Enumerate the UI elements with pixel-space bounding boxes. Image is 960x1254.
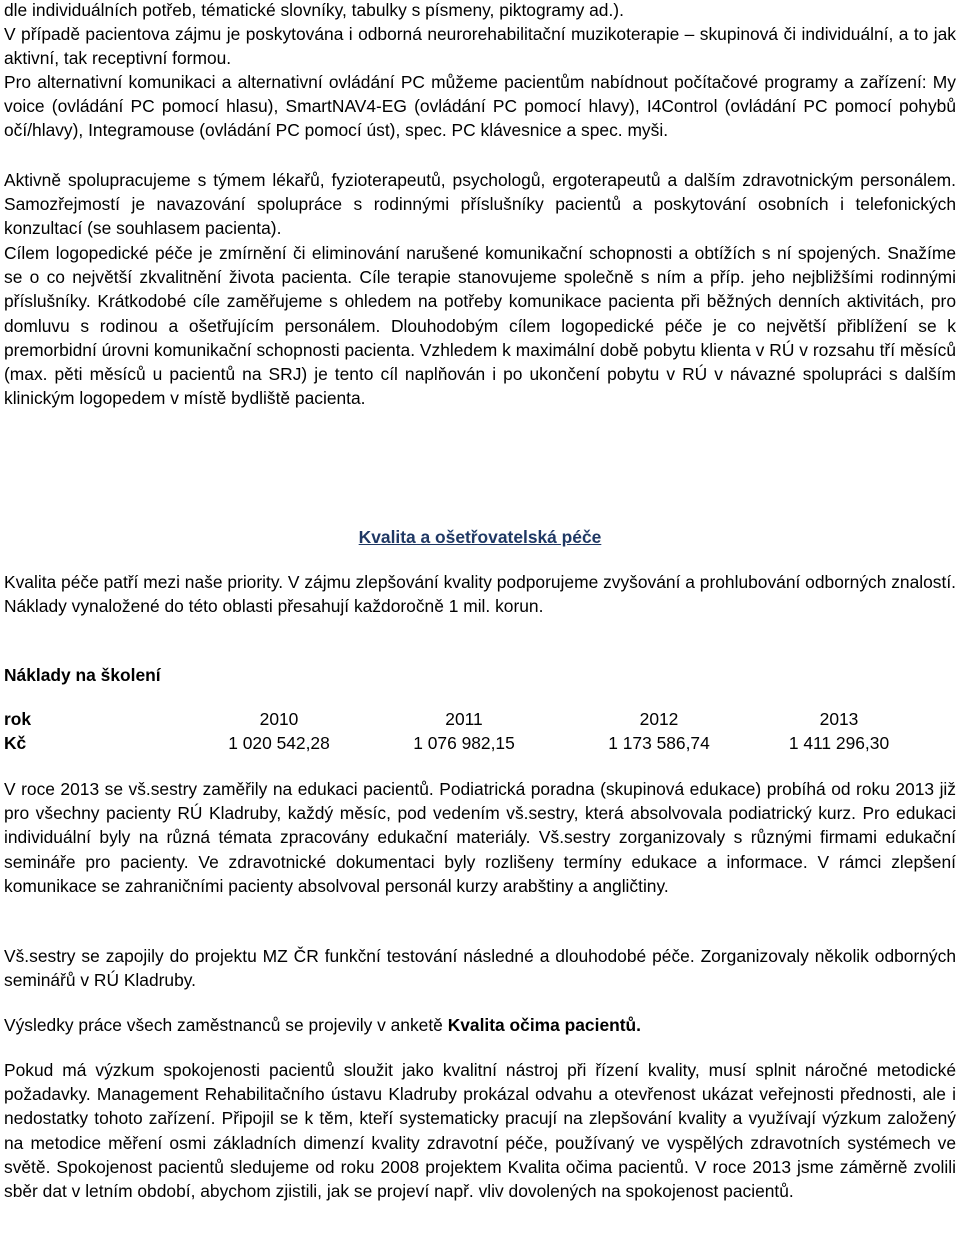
paragraph-alternative-communication: Pro alternativní komunikaci a alternativní ovládání PC můžeme pacientům nabídnout počítačové programy a zařízení: My voice (ovládání PC pomocí hlasu), SmartNAV4-EG (ovládání PC pomocí hlavy), I4Control (ovládání PC pomocí pohybů očí/hlavy), Integramouse (ovládání PC pomocí úst), spec. PC klávesnice a spec. myši.	[4, 72, 956, 141]
paragraph-team-cooperation: Aktivně spolupracujeme s týmem lékařů, fyzioterapeutů, psychologů, ergoterapeutů a dalším zdravotnickým personálem. Samozřejmostí je navazování spolupráce s rodinnými příslušníky pacientů a poskytování osobních i telefonických konzultací (se souhlasem pacienta).	[4, 170, 956, 239]
survey-text: Výsledky práce všech zaměstnanců se projevily v anketě	[4, 1015, 448, 1035]
table-row-amounts	[4, 731, 924, 755]
table-row-years	[4, 707, 924, 731]
year-cell: 2011	[445, 709, 483, 729]
year-cell: 2013	[819, 709, 859, 729]
paragraph-music-therapy: V případě pacientova zájmu je poskytována i odborná neurorehabilitační muzikoterapie – skupinová či individuální, a to jak aktivní, tak receptivní formou.	[4, 24, 956, 69]
paragraph-quality: Kvalita péče patří mezi naše priority. V zájmu zlepšování kvality podporujeme zvyšování a prohlubování odborných znalostí. Náklady vynaložené do této oblasti přesahují každoročně 1 mil. korun.	[4, 572, 956, 617]
paragraph-nurses-2013: V roce 2013 se vš.sestry zaměřily na edukaci pacientů. Podiatrická poradna (skupinová edukace) probíhá od roku 2013 již pro všechny pacienty RÚ Kladruby, každý měsíc, pod vedením vš.sestry, která absolvovala podiatrický kurz. Pro edukaci individuální byly na různá témata zpracovány edukační materiály. Vš.sestry zorganizovaly s různými firmami edukační semináře pro pacienty. Ve zdravotnické dokumentaci byly rozlišeny termíny edukace a informace. V rámci zlepšení komunikace se zahraničními pacienty absolvoval personál kurzy arabštiny a angličtiny.	[4, 779, 956, 896]
amount-cell: 1 076 982,15	[413, 733, 515, 754]
row-label-year: rok	[4, 709, 32, 729]
amount-cell: 1 173 586,74	[608, 733, 710, 754]
year-cell: 2010	[259, 709, 299, 729]
amount-cell: 1 411 296,30	[788, 733, 890, 754]
training-costs-table	[4, 707, 924, 755]
costs-title: Náklady na školení	[4, 665, 161, 685]
amount-cell: 1 020 542,28	[228, 733, 330, 754]
paragraph-survey	[4, 1013, 956, 1037]
paragraph-speech-therapy-goal: Cílem logopedické péče je zmírnění či eliminování narušené komunikační schopnosti a obtížích s ní spojených. Snažíme se o co největší zkvalitnění života pacienta. Cíle terapie stanovujeme společně s ním a příp. jeho nejbližšími rodinnými příslušníky. Krátkodobé cíle zaměřujeme s ohledem na potřeby komunikace pacienta při běžných denních aktivitách, pro domluvu s rodinou a ošetřujícím personálem. Dlouhodobým cílem logopedické péče je co největší přiblížení se k premorbidní úrovni komunikační schopnosti pacienta. Vzhledem k maximální době pobytu klienta v RÚ v rozsahu tří měsíců (max. pěti měsíců u pacientů na SRJ) je tento cíl naplňován i po ukončení pobytu v RÚ v návazné spolupráci s dalším klinickým logopedem v místě bydliště pacienta.	[4, 243, 956, 409]
paragraph-intro-tail: dle individuálních potřeb, tématické slovníky, tabulky s písmeny, piktogramy ad.).	[4, 0, 624, 20]
year-cell: 2012	[639, 709, 679, 729]
survey-name: Kvalita očima pacientů.	[447, 1015, 641, 1035]
section-heading-quality: Kvalita a ošetřovatelská péče	[358, 527, 602, 547]
paragraph-research: Pokud má výzkum spokojenosti pacientů sloužit jako kvalitní nástroj při řízení kvality, musí splnit náročné metodické požadavky. Management Rehabilitačního ústavu Kladruby prokázal odvahu a otevřenost ukázat veřejnosti přednosti, ale i nedostatky tohoto zařízení. Připojil se k těm, kteří systematicky pracují na zlepšování kvality a využívají výzkum založený na metodice měření osmi základních dimenzí kvality zdravotní péče, používaný ve vyspělých zdravotních systémech ve světě. Spokojenost pacientů sledujeme od roku 2008 projektem Kvalita očima pacientů. V roce 2013 jsme záměrně zvolili sběr dat v letním období, abychom zjistili, jak se projeví např. vliv dovolených na spokojenost pacientů.	[4, 1060, 956, 1202]
paragraph-project: Vš.sestry se zapojily do projektu MZ ČR funkční testování následné a dlouhodobé péče. Zorganizovaly několik odborných seminářů v RÚ Kladruby.	[4, 946, 956, 991]
row-label-amount: Kč	[4, 733, 27, 754]
